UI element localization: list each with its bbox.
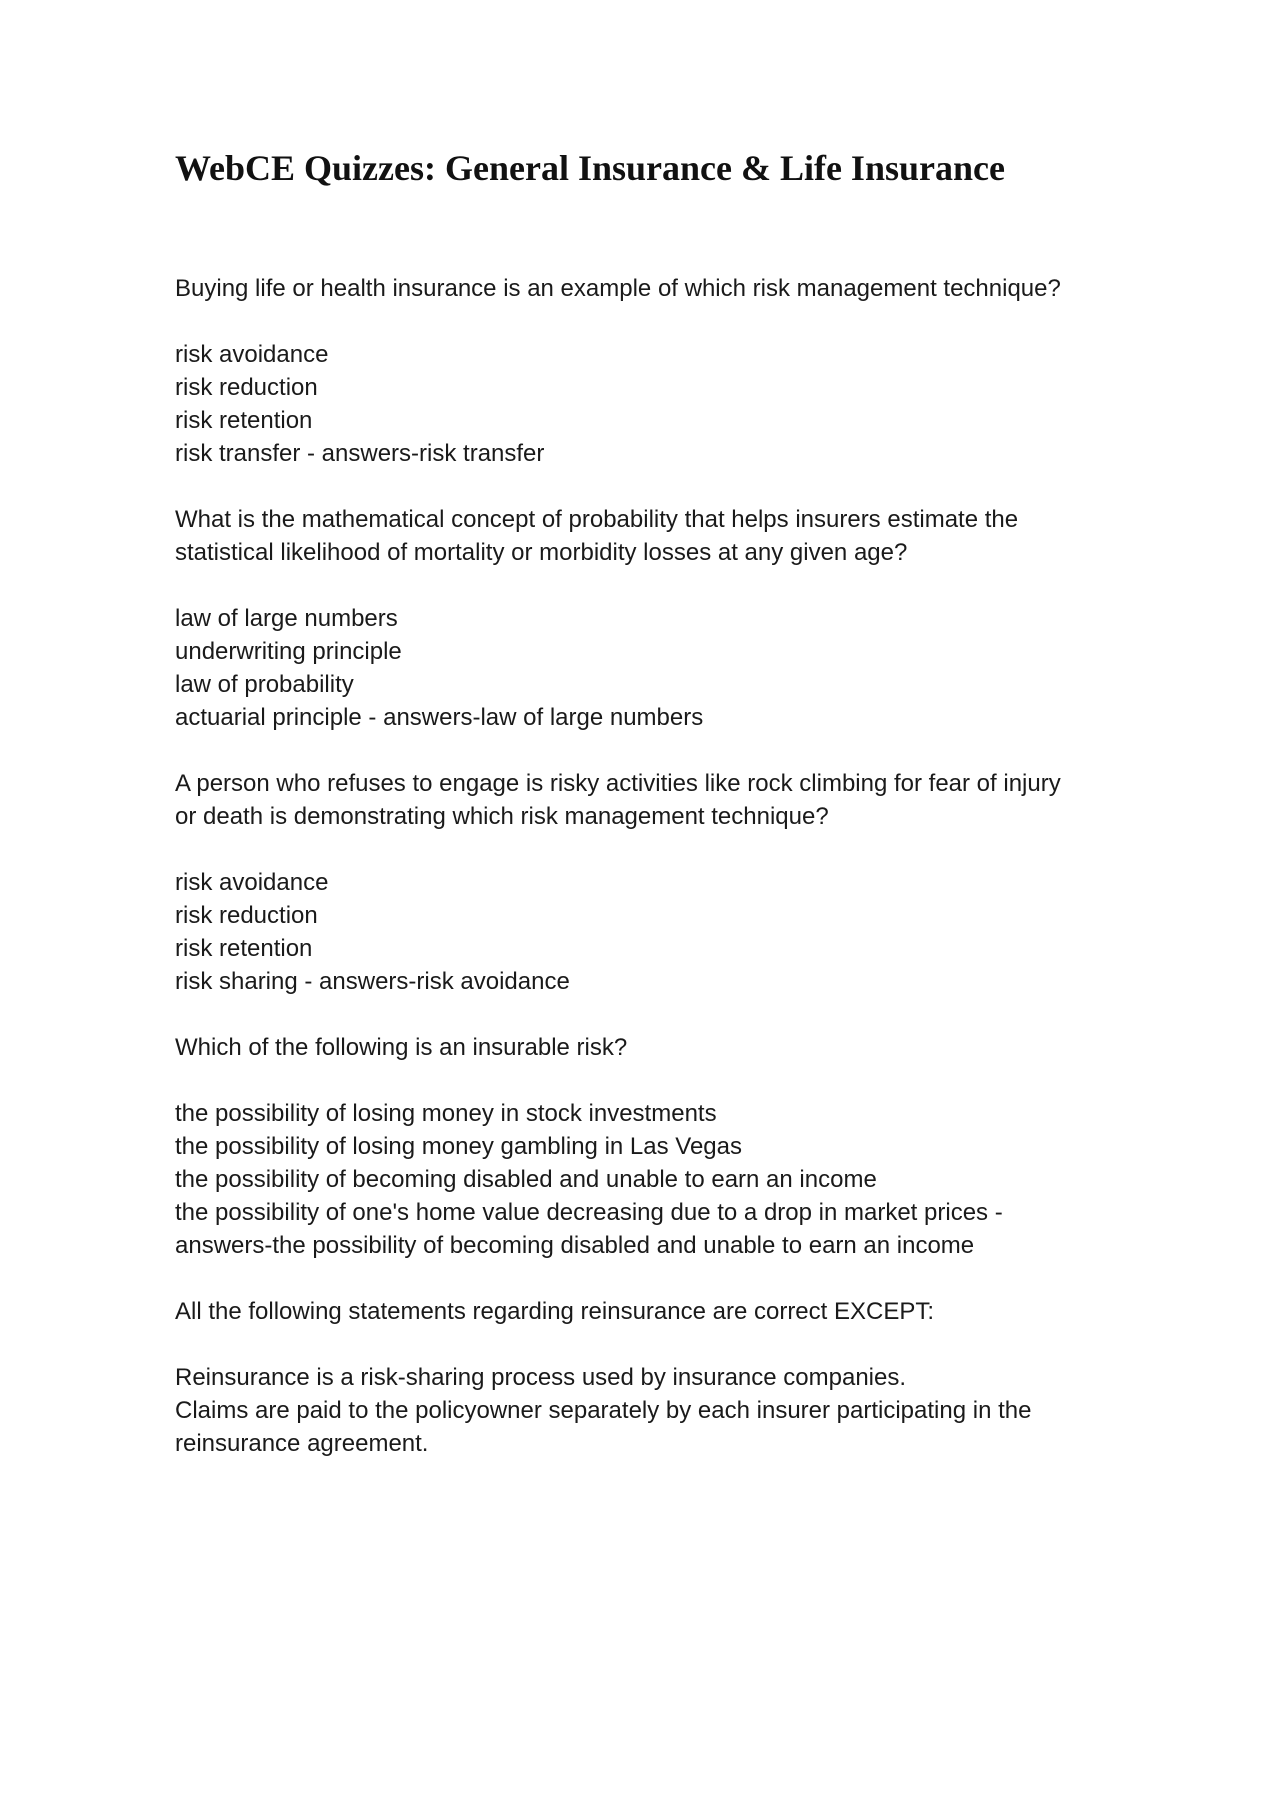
question-text (175, 1031, 1115, 1064)
option-line: underwriting principle (175, 638, 402, 665)
question-line: All the following statements regarding reinsurance are correct EXCEPT: (175, 1298, 935, 1325)
option-line: risk sharing - answers-risk avoidance (175, 968, 570, 995)
question-line: statistical likelihood of mortality or morbidity losses at any given age? (175, 539, 908, 566)
option-line: risk transfer - answers-risk transfer (175, 440, 545, 467)
option-line: law of probability (175, 671, 354, 698)
option-line: Claims are paid to the policyowner separately by each insurer participating in the (175, 1397, 1032, 1424)
question-line: Which of the following is an insurable risk? (175, 1034, 628, 1061)
option-line: Reinsurance is a risk-sharing process used by insurance companies. (175, 1364, 907, 1391)
question-text (175, 272, 1115, 305)
option-line: risk reduction (175, 902, 318, 929)
option-line: risk avoidance (175, 341, 329, 368)
option-line: the possibility of one's home value decreasing due to a drop in market prices - (175, 1199, 1003, 1226)
answer-options (175, 1361, 1115, 1460)
answer-options (175, 602, 1115, 734)
answer-options (175, 866, 1115, 998)
option-line: the possibility of becoming disabled and unable to earn an income (175, 1166, 877, 1193)
option-line: the possibility of losing money gambling in Las Vegas (175, 1133, 742, 1160)
quiz-content (175, 272, 1115, 1493)
question-text (175, 503, 1115, 569)
option-line: reinsurance agreement. (175, 1430, 429, 1457)
answer-options (175, 338, 1115, 470)
option-line: law of large numbers (175, 605, 398, 632)
question-line: A person who refuses to engage is risky activities like rock climbing for fear of injury (175, 770, 1061, 797)
question-text (175, 767, 1115, 833)
option-line: risk retention (175, 935, 313, 962)
option-line: risk avoidance (175, 869, 329, 896)
question-line: or death is demonstrating which risk management technique? (175, 803, 829, 830)
option-line: risk retention (175, 407, 313, 434)
document-title: WebCE Quizzes: General Insurance & Life Insurance (175, 148, 1005, 188)
option-line: the possibility of losing money in stock investments (175, 1100, 717, 1127)
question-line: Buying life or health insurance is an example of which risk management technique? (175, 275, 1061, 302)
option-line: answers-the possibility of becoming disabled and unable to earn an income (175, 1232, 975, 1259)
option-line: actuarial principle - answers-law of large numbers (175, 704, 704, 731)
question-text (175, 1295, 1115, 1328)
answer-options (175, 1097, 1115, 1262)
option-line: risk reduction (175, 374, 318, 401)
question-line: What is the mathematical concept of probability that helps insurers estimate the (175, 506, 1019, 533)
